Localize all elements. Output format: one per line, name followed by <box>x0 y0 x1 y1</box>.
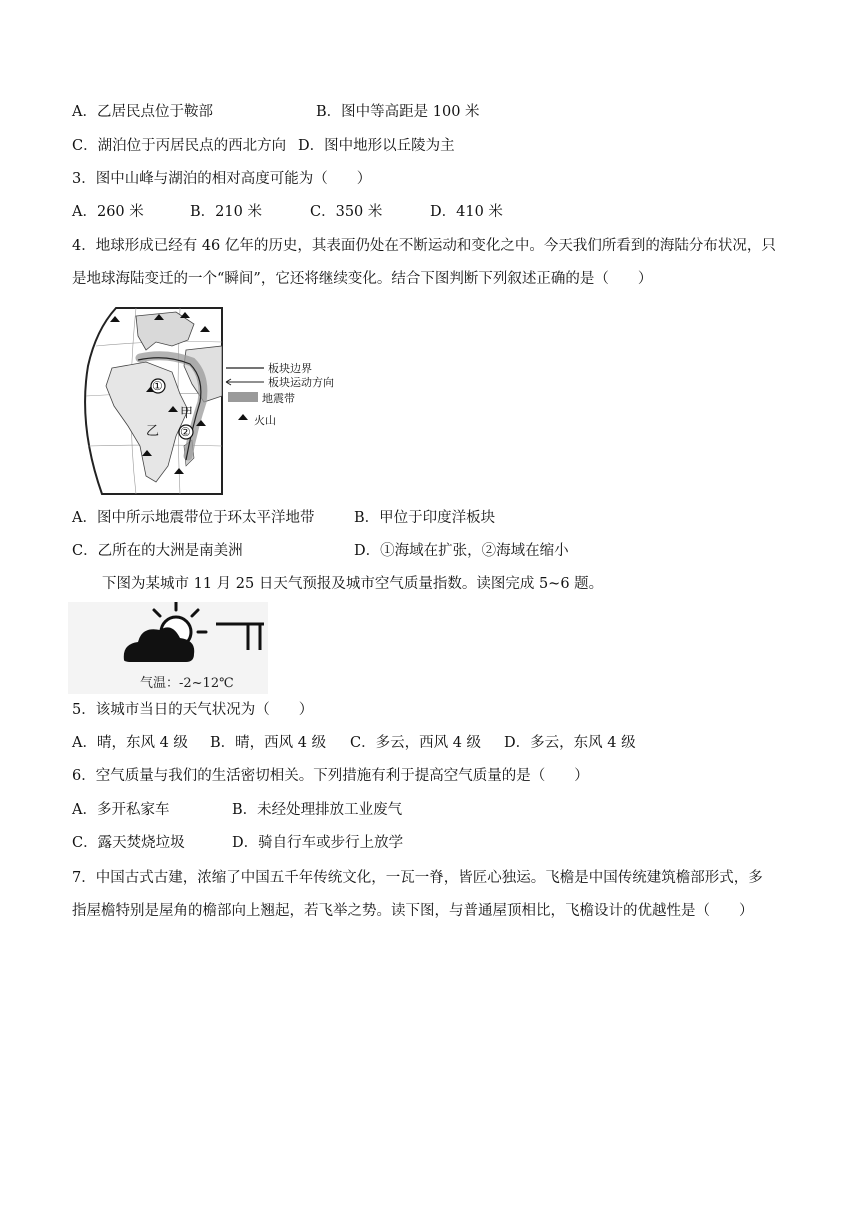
intro-5-6: 下图为某城市 11 月 25 日天气预报及城市空气质量指数。读图完成 5~6 题。 <box>102 576 604 592</box>
q4-stem-line2: 是地球海陆变迁的一个“瞬间”，它还将继续变化。结合下图判断下列叙述正确的是（ ） <box>72 271 653 287</box>
legend-volcano: 火山 <box>254 414 276 427</box>
q2-option-a: A．乙居民点位于鞍部 <box>72 104 213 120</box>
q2-option-b: B．图中等高距是 100 米 <box>316 104 480 120</box>
q4-option-b: B．甲位于印度洋板块 <box>354 510 496 526</box>
q6-option-d: D．骑自行车或步行上放学 <box>232 835 404 851</box>
q3-option-a: A．260 米 <box>72 204 144 220</box>
q6-option-a: A．多开私家车 <box>72 802 170 818</box>
q4-option-d: D．①海域在扩张，②海域在缩小 <box>354 543 569 559</box>
q4-option-a: A．图中所示地震带位于环太平洋地带 <box>72 510 315 526</box>
q5-option-a: A．晴，东风 4 级 <box>72 735 188 751</box>
legend-quake: 地震带 <box>262 392 295 405</box>
q7-stem-line1: 7．中国古式古建，浓缩了中国五千年传统文化，一瓦一脊，皆匠心独运。飞檐是中国传统建筑檐部形式，多 <box>72 870 763 886</box>
q2-option-c: C．湖泊位于丙居民点的西北方向 <box>72 138 287 154</box>
plate-map-figure <box>76 306 346 498</box>
q3-option-c: C．350 米 <box>310 204 383 220</box>
map-marker-2: ② <box>180 425 191 439</box>
q3-stem: 3．图中山峰与湖泊的相对高度可能为（ ） <box>72 171 372 187</box>
legend-direction: 板块运动方向 <box>268 376 334 389</box>
q6-option-b: B．未经处理排放工业废气 <box>232 802 403 818</box>
map-marker-1: ① <box>152 379 163 393</box>
q6-stem: 6．空气质量与我们的生活密切相关。下列措施有利于提高空气质量的是（ ） <box>72 768 589 784</box>
weather-temperature: 气温：-2~12℃ <box>140 676 234 691</box>
weather-figure <box>68 602 268 694</box>
q5-option-d: D．多云，东风 4 级 <box>504 735 636 751</box>
map-label-yi: 乙 <box>146 424 160 439</box>
q2-option-d: D．图中地形以丘陵为主 <box>298 138 455 154</box>
legend-boundary: 板块边界 <box>268 362 312 375</box>
q6-option-c: C．露天焚烧垃圾 <box>72 835 185 851</box>
q7-stem-line2: 指屋檐特别是屋角的檐部向上翘起，若飞举之势。读下图，与普通屋顶相比，飞檐设计的优越性是（ ） <box>72 903 754 919</box>
q5-option-c: C．多云，西风 4 级 <box>350 735 482 751</box>
weather-icon <box>68 602 268 674</box>
q4-option-c: C．乙所在的大洲是南美洲 <box>72 543 243 559</box>
map-label-jia: 甲 <box>180 406 194 421</box>
q5-option-b: B．晴，西风 4 级 <box>210 735 327 751</box>
q3-option-b: B．210 米 <box>190 204 262 220</box>
q4-stem-line1: 4．地球形成已经有 46 亿年的历史，其表面仍处在不断运动和变化之中。今天我们所看到的海陆分布状况，只 <box>72 238 776 254</box>
q3-option-d: D．410 米 <box>430 204 503 220</box>
q5-stem: 5．该城市当日的天气状况为（ ） <box>72 702 314 718</box>
plate-map <box>76 306 346 498</box>
